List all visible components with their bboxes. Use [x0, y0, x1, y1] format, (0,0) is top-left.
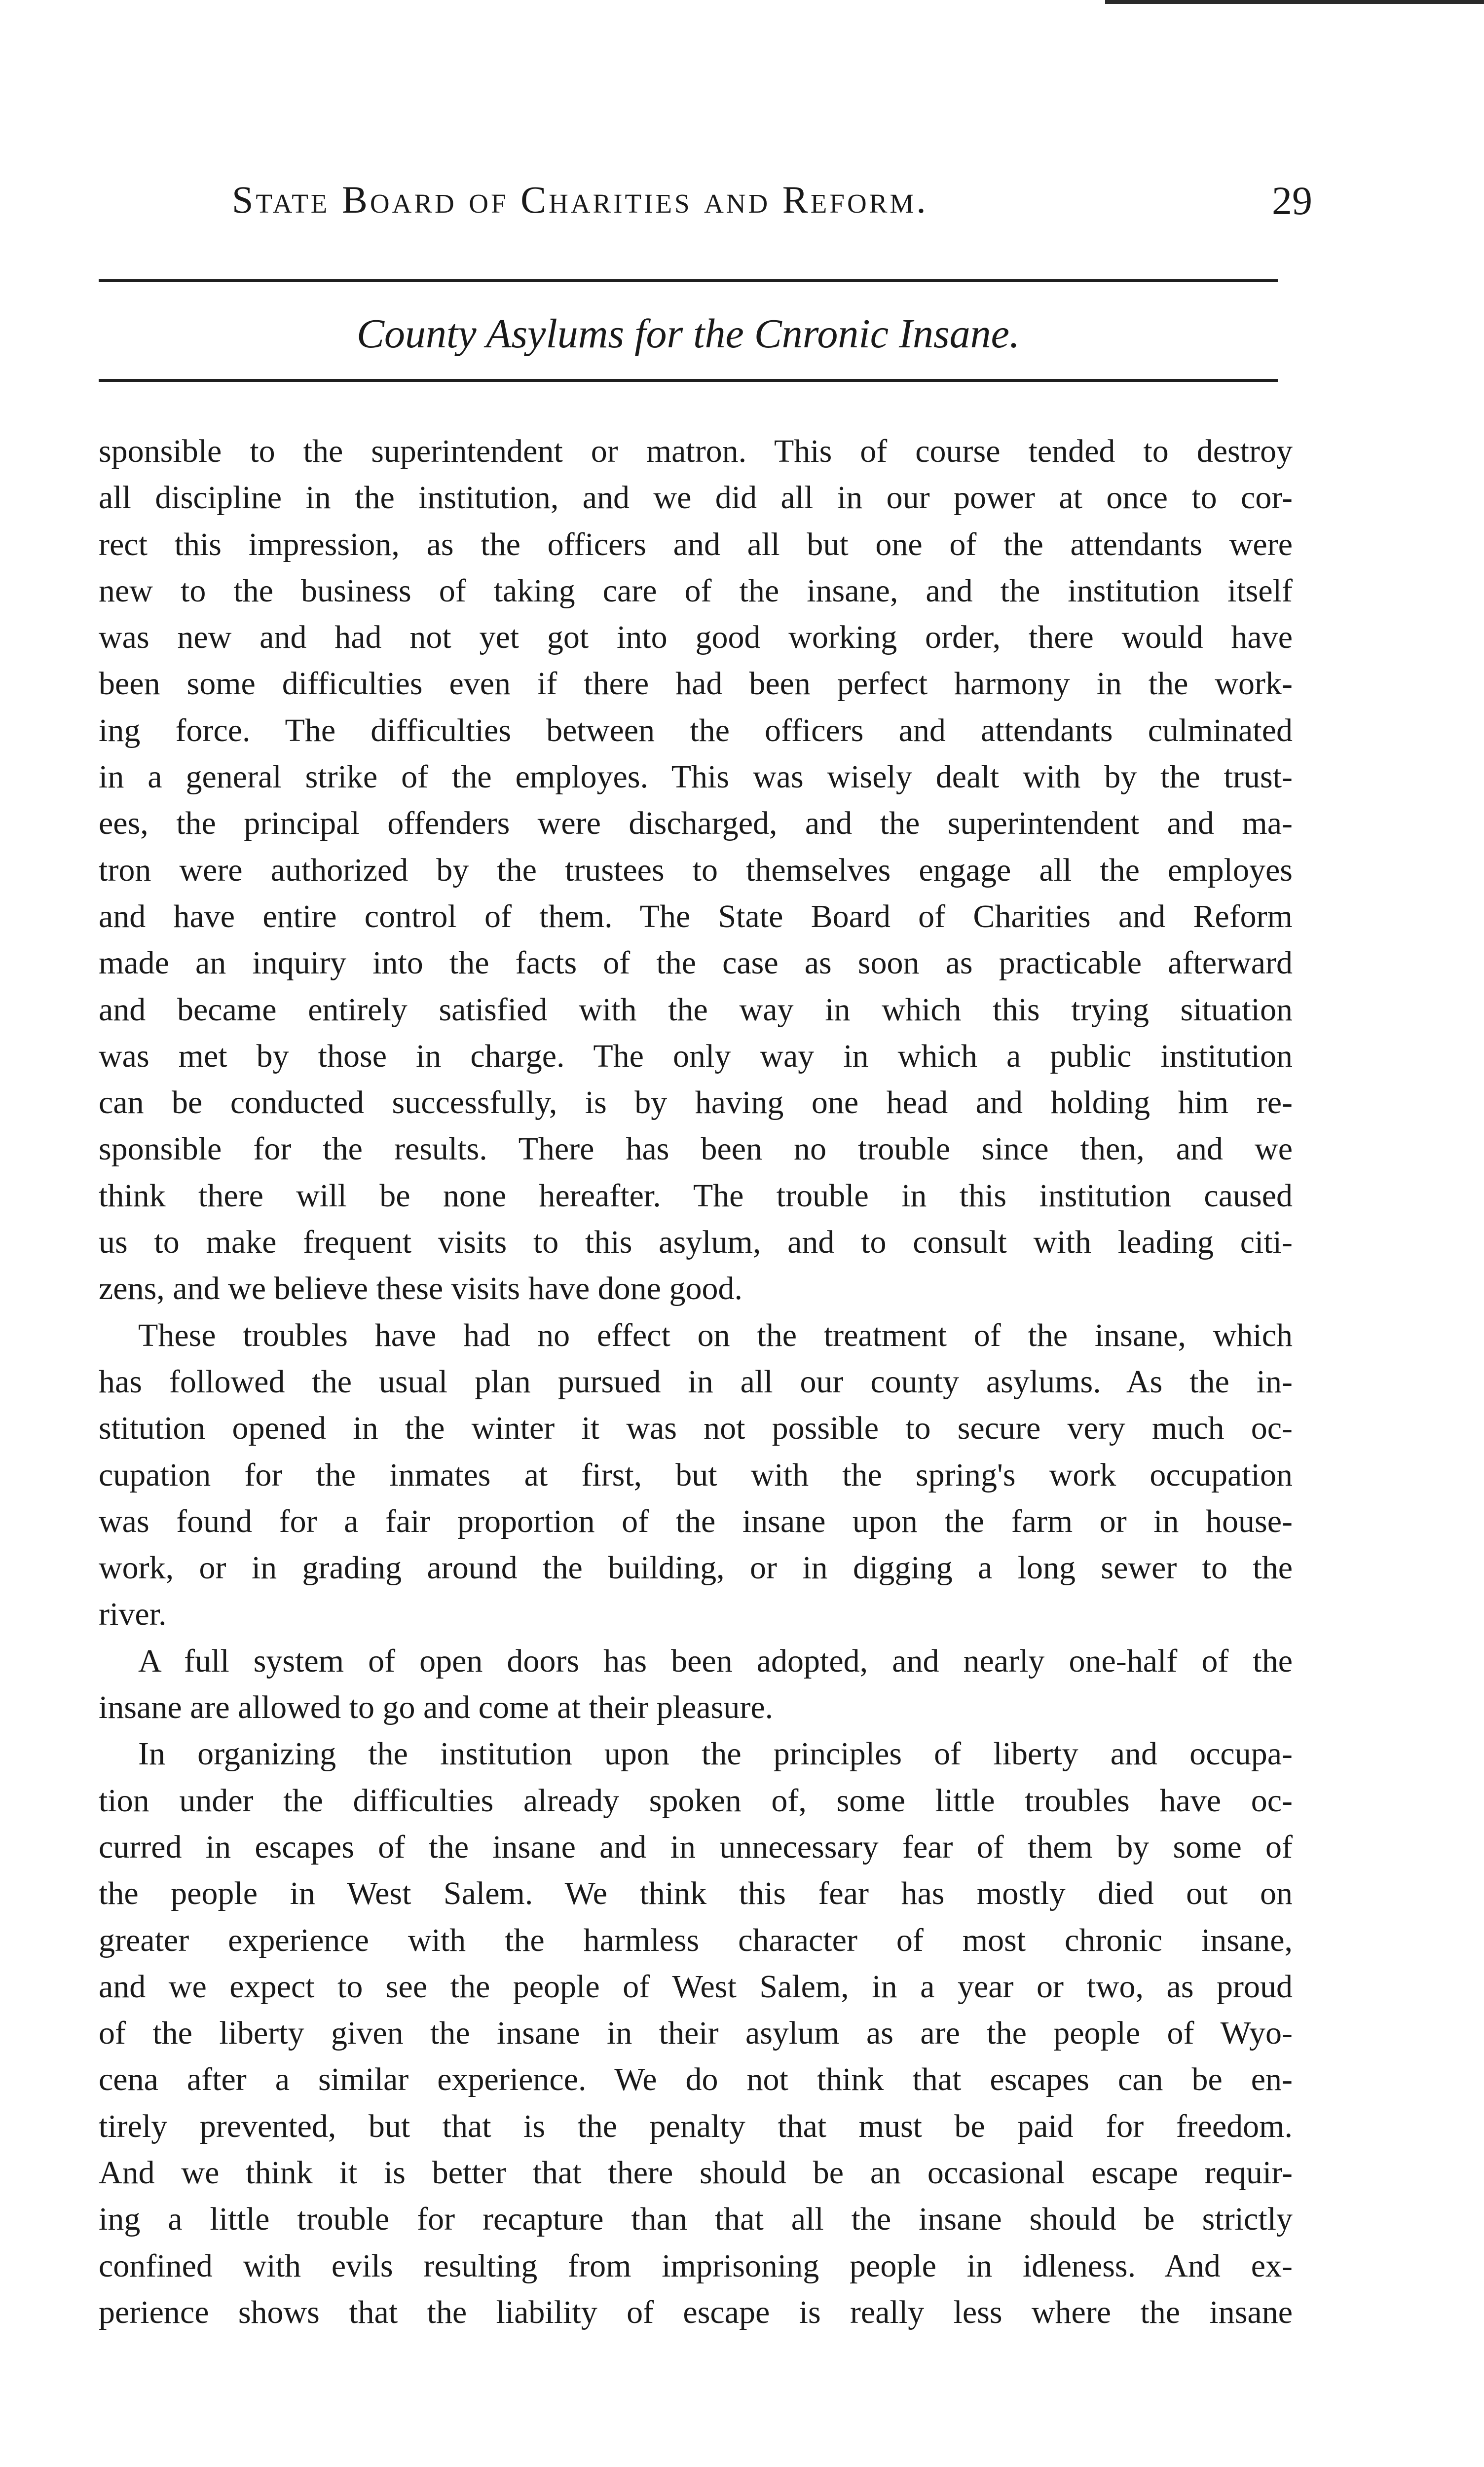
text-line: tion under the difficulties already spoken of, some little troubles have oc- [99, 1782, 1293, 1819]
text-line: tirely prevented, but that is the penalty that must be paid for freedom. [99, 2108, 1293, 2144]
text-line: These troubles have had no effect on the treatment of the insane, which [138, 1317, 1293, 1353]
text-line: all discipline in the institution, and we did all in our power at once to cor- [99, 480, 1293, 516]
running-head [99, 178, 1312, 232]
text-line: has followed the usual plan pursued in all our county asylums. As the in- [99, 1363, 1293, 1400]
text-line: think there will be none hereafter. The trouble in this institution caused [99, 1177, 1293, 1214]
text-line: confined with evils resulting from imprisoning people in idleness. And ex- [99, 2247, 1293, 2284]
text-line: zens, and we believe these visits have done good. [99, 1271, 742, 1307]
text-line: tron were authorized by the trustees to themselves engage all the employes [99, 852, 1293, 888]
text-line: greater experience with the harmless character of most chronic insane, [99, 1922, 1293, 1958]
text-line: of the liberty given the insane in their asylum as are the people of Wyo- [99, 2015, 1293, 2052]
text-line: curred in escapes of the insane and in unnecessary fear of them by some of [99, 1829, 1293, 1865]
text-line: And we think it is better that there should be an occasional escape requir- [99, 2154, 1293, 2191]
text-line: In organizing the institution upon the principles of liberty and occupa- [138, 1736, 1293, 1772]
text-line: and became entirely satisfied with the way in which this trying situation [99, 991, 1293, 1028]
corner-rule [1105, 0, 1484, 4]
text-line: new to the business of taking care of the insane, and the institution itself [99, 572, 1293, 609]
text-line: was met by those in charge. The only way in which a public institution [99, 1038, 1293, 1074]
text-line: in a general strike of the employes. This was wisely dealt with by the trust- [99, 759, 1293, 795]
text-line: and we expect to see the people of West Salem, in a year or two, as proud [99, 1968, 1293, 2005]
text-line: ing a little trouble for recapture than that all the insane should be strictly [99, 2201, 1293, 2238]
text-line: the people in West Salem. We think this fear has mostly died out on [99, 1875, 1293, 1912]
text-line: been some difficulties even if there had been perfect harmony in the work- [99, 666, 1293, 702]
section-title: County Asylums for the Cnronic Insane. [357, 311, 1020, 357]
text-line: river. [99, 1596, 167, 1633]
text-line: ing force. The difficulties between the officers and attendants culminated [99, 712, 1293, 748]
text-line: perience shows that the liability of escape is really less where the insane [99, 2294, 1293, 2330]
running-title: State Board of Charities and Reform. [232, 178, 928, 221]
text-line: us to make frequent visits to this asylum, and to consult with leading citi- [99, 1224, 1293, 1261]
text-line: made an inquiry into the facts of the case as soon as practicable afterward [99, 945, 1293, 981]
text-line: cupation for the inmates at first, but with the spring's work occupation [99, 1457, 1293, 1493]
text-line: work, or in grading around the building, or in digging a long sewer to the [99, 1550, 1293, 1586]
page-number: 29 [1272, 178, 1312, 223]
header-rule-top [99, 279, 1278, 282]
text-line: stitution opened in the winter it was not possible to secure very much oc- [99, 1410, 1293, 1447]
text-line: insane are allowed to go and come at their pleasure. [99, 1689, 774, 1726]
body-text [99, 428, 1293, 2336]
header-rule-bottom [99, 379, 1278, 382]
text-line: rect this impression, as the officers and all but one of the attendants were [99, 526, 1293, 562]
text-line: can be conducted successfully, is by having one head and holding him re- [99, 1084, 1293, 1121]
text-line: A full system of open doors has been adopted, and nearly one-half of the [138, 1643, 1293, 1679]
text-line: sponsible for the results. There has been no trouble since then, and we [99, 1131, 1293, 1167]
text-line: was found for a fair proportion of the insane upon the farm or in house- [99, 1503, 1293, 1539]
text-line: and have entire control of them. The State Board of Charities and Reform [99, 898, 1293, 934]
text-line: was new and had not yet got into good working order, there would have [99, 619, 1293, 656]
text-line: cena after a similar experience. We do not think that escapes can be en- [99, 2061, 1293, 2098]
text-line: ees, the principal offenders were discharged, and the superintendent and ma- [99, 805, 1293, 842]
text-line: sponsible to the superintendent or matron. This of course tended to destroy [99, 433, 1293, 469]
